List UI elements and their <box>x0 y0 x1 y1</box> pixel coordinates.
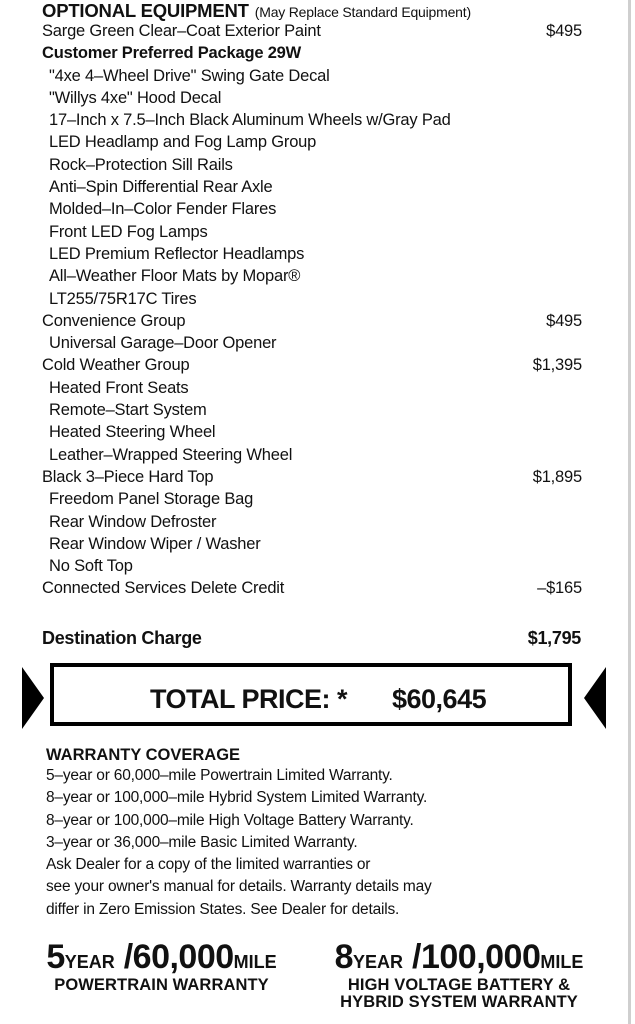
badge-miles: 60,000 <box>132 938 234 976</box>
equipment-label: Customer Preferred Package 29W <box>42 44 302 63</box>
equipment-price: $495 <box>546 22 582 40</box>
equipment-subitem <box>42 421 582 443</box>
equipment-price: –$165 <box>537 579 582 598</box>
equipment-subitem <box>42 533 582 555</box>
equipment-label: Anti–Spin Differential Rear Axle <box>49 178 273 197</box>
equipment-label: Rear Window Wiper / Washer <box>49 534 261 553</box>
warranty-line: 5–year or 60,000–mile Powertrain Limited Warranty. <box>46 767 393 784</box>
equipment-subitem <box>42 65 582 87</box>
badge-miles: 100,000 <box>420 938 541 976</box>
optional-equipment-heading <box>42 0 471 22</box>
equipment-subitem <box>42 377 582 399</box>
equipment-label: Freedom Panel Storage Bag <box>49 490 254 509</box>
equipment-price: $1,895 <box>532 467 582 486</box>
equipment-label: All–Weather Floor Mats by Mopar® <box>49 267 301 286</box>
badge-mile-word: MILE <box>233 952 277 972</box>
equipment-label: Connected Services Delete Credit <box>42 579 285 598</box>
equipment-label: LED Headlamp and Fog Lamp Group <box>49 133 317 152</box>
optional-equipment-subtitle: (May Replace Standard Equipment) <box>254 4 471 20</box>
destination-charge-label: Destination Charge <box>42 628 202 648</box>
destination-charge-price: $1,795 <box>527 628 581 648</box>
equipment-subitem <box>42 444 582 466</box>
total-price-label: TOTAL PRICE: * <box>150 684 348 714</box>
equipment-label: 17–Inch x 7.5–Inch Black Aluminum Wheels w/Gray Pad <box>49 111 451 130</box>
warranty-line: differ in Zero Emission States. See Dealer for details. <box>46 900 400 918</box>
equipment-subitem <box>42 511 582 533</box>
equipment-subitem <box>42 488 582 510</box>
equipment-subitem <box>42 399 582 421</box>
equipment-label: LED Premium Reflector Headlamps <box>49 244 305 263</box>
warranty-coverage-title: WARRANTY COVERAGE <box>46 746 241 764</box>
equipment-label: "Willys 4xe" Hood Decal <box>49 88 222 107</box>
optional-equipment-title: OPTIONAL EQUIPMENT <box>42 0 249 21</box>
equipment-label: Molded–In–Color Fender Flares <box>49 200 277 219</box>
equipment-label: Front LED Fog Lamps <box>49 222 208 241</box>
equipment-label: Heated Steering Wheel <box>49 423 216 442</box>
total-price-value: $60,645 <box>392 684 487 714</box>
warranty-line: 8–year or 100,000–mile High Voltage Battery Warranty. <box>46 811 414 829</box>
equipment-label: Convenience Group <box>42 311 186 330</box>
badge-year-word: YEAR <box>64 952 115 972</box>
equipment-item <box>42 20 582 42</box>
equipment-label: Cold Weather Group <box>42 356 190 375</box>
equipment-label: Universal Garage–Door Opener <box>49 334 277 353</box>
equipment-label: No Soft Top <box>49 557 133 576</box>
equipment-subitem <box>42 131 582 153</box>
equipment-price: $1,395 <box>532 356 582 375</box>
badge-separator: / <box>114 938 133 976</box>
warranty-line: 3–year or 36,000–mile Basic Limited Warranty. <box>46 833 358 851</box>
powertrain-warranty-badge <box>44 938 279 994</box>
total-price-box <box>50 663 572 726</box>
equipment-subitem <box>42 221 582 243</box>
equipment-label: Sarge Green Clear–Coat Exterior Paint <box>42 22 321 40</box>
badge-years: 8 <box>334 938 354 976</box>
equipment-label: Heated Front Seats <box>49 378 189 397</box>
equipment-item <box>42 354 582 376</box>
equipment-price: $495 <box>546 311 582 330</box>
equipment-subitem <box>42 198 582 220</box>
badge-separator: / <box>403 938 421 976</box>
equipment-label: "4xe 4–Wheel Drive" Swing Gate Decal <box>49 66 330 85</box>
badge-years: 5 <box>46 938 65 976</box>
equipment-subitem <box>42 288 582 310</box>
badge-caption: HYBRID SYSTEM WARRANTY <box>340 993 578 1011</box>
badge-caption: POWERTRAIN WARRANTY <box>54 976 269 994</box>
equipment-subitem <box>42 332 582 354</box>
scrollbar[interactable] <box>628 0 631 1024</box>
equipment-subitem <box>42 154 582 176</box>
equipment-label: Rear Window Defroster <box>49 512 217 531</box>
optional-equipment-list <box>42 20 582 600</box>
badge-mile-word: MILE <box>540 952 584 972</box>
battery-warranty-badge <box>330 938 588 1011</box>
equipment-label: Remote–Start System <box>49 401 207 420</box>
badge-caption: HIGH VOLTAGE BATTERY & <box>347 976 571 994</box>
warranty-line: see your owner's manual for details. Warranty details may <box>46 878 432 896</box>
equipment-label: Black 3–Piece Hard Top <box>42 467 214 486</box>
equipment-label: Leather–Wrapped Steering Wheel <box>49 445 293 464</box>
badge-year-word: YEAR <box>353 952 404 972</box>
arrow-left-icon <box>584 667 606 729</box>
equipment-subitem <box>42 265 582 287</box>
equipment-label: Rock–Protection Sill Rails <box>49 155 233 174</box>
arrow-right-icon <box>22 667 44 729</box>
equipment-item <box>42 577 582 599</box>
warranty-line: 8–year or 100,000–mile Hybrid System Limited Warranty. <box>46 789 428 807</box>
equipment-subitem <box>42 176 582 198</box>
equipment-item <box>42 466 582 488</box>
destination-charge-row <box>42 628 581 649</box>
equipment-item <box>42 42 582 64</box>
equipment-item <box>42 310 582 332</box>
equipment-label: LT255/75R17C Tires <box>49 289 197 308</box>
equipment-subitem <box>42 109 582 131</box>
warranty-coverage-text <box>46 765 432 921</box>
equipment-subitem <box>42 555 582 577</box>
equipment-subitem <box>42 87 582 109</box>
warranty-line: Ask Dealer for a copy of the limited warranties or <box>46 856 371 874</box>
equipment-subitem <box>42 243 582 265</box>
